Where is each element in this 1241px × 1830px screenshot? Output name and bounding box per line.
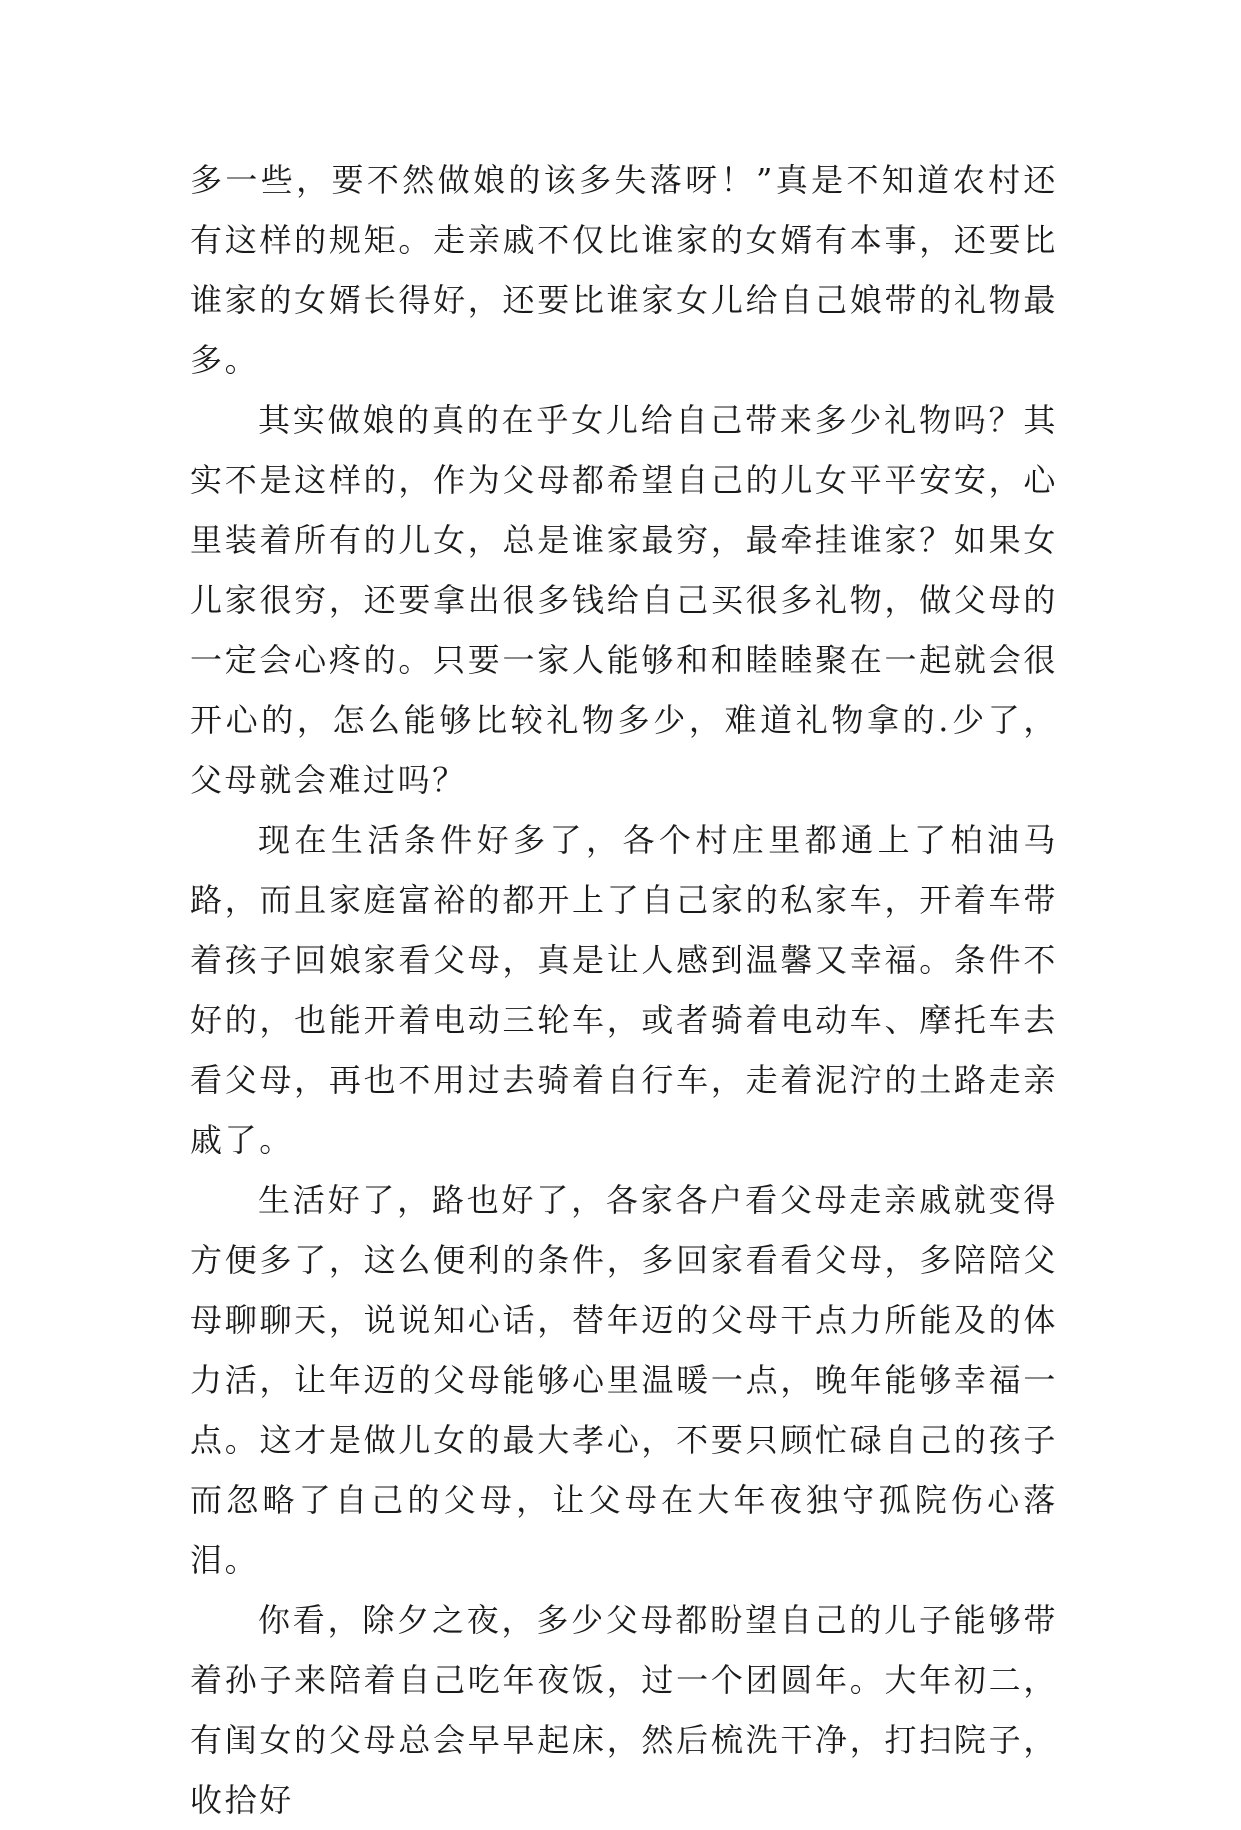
paragraph-3: 现在生活条件好多了，各个村庄里都通上了柏油马路，而且家庭富裕的都开上了自己家的私家车，开着车带着孩子回娘家看父母，真是让人感到温馨又幸福。条件不好的，也能开着电动三轮车，或者骑着电动车、摩托车去看父母，再也不用过去骑着自行车，走着泥泞的土路走亲戚了。 bbox=[190, 821, 1058, 1159]
paragraph-1: 多一些，要不然做娘的该多失落呀！”真是不知道农村还有这样的规矩。走亲戚不仅比谁家的女婿有本事，还要比谁家的女婿长得好，还要比谁家女儿给自己娘带的礼物最多。 bbox=[190, 161, 1058, 379]
paragraph-4: 生活好了，路也好了，各家各户看父母走亲戚就变得方便多了，这么便利的条件，多回家看看父母，多陪陪父母聊聊天，说说知心话，替年迈的父母干点力所能及的体力活，让年迈的父母能够心里温暖一点，晚年能够幸福一点。这才是做儿女的最大孝心，不要只顾忙碌自己的孩子而忽略了自己的父母，让父母在大年夜独守孤院伤心落泪。 bbox=[190, 1181, 1058, 1579]
paragraph-2: 其实做娘的真的在乎女儿给自己带来多少礼物吗？其实不是这样的，作为父母都希望自己的儿女平平安安，心里装着所有的儿女，总是谁家最穷，最牵挂谁家？如果女儿家很穷，还要拿出很多钱给自己买很多礼物，做父母的一定会心疼的。只要一家人能够和和睦睦聚在一起就会很开心的，怎么能够比较礼物多少，难道礼物拿的.少了，父母就会难过吗？ bbox=[190, 401, 1058, 799]
document-page bbox=[190, 150, 1058, 1830]
paragraph-5: 你看，除夕之夜，多少父母都盼望自己的儿子能够带着孙子来陪着自己吃年夜饭，过一个团圆年。大年初二，有闺女的父母总会早早起床，然后梳洗干净，打扫院子，收拾好 bbox=[190, 1601, 1058, 1819]
